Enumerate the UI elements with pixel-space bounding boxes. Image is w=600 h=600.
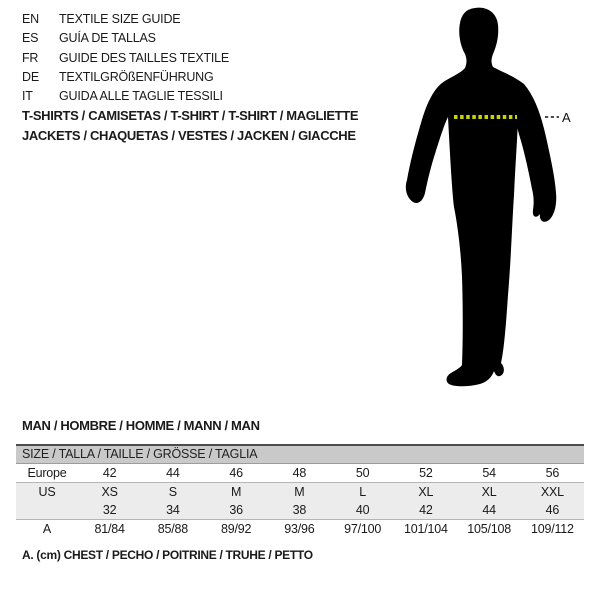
table-cell: 38 (268, 501, 331, 520)
size-table-header: SIZE / TALLA / TAILLE / GRÖSSE / TAGLIA (16, 445, 584, 464)
row-label: A (16, 520, 78, 539)
table-cell: 93/96 (268, 520, 331, 539)
table-cell: 42 (394, 501, 457, 520)
category-line-tshirts: T-SHIRTS / CAMISETAS / T-SHIRT / T-SHIRT / MAGLIETTE (22, 108, 359, 123)
size-guide-figure (402, 5, 577, 397)
table-row-europe (16, 464, 584, 483)
table-row-numeric (16, 501, 584, 520)
row-label: Europe (16, 464, 78, 483)
measure-label: A (562, 110, 571, 125)
table-cell: L (331, 483, 394, 502)
man-silhouette-icon (406, 8, 556, 387)
table-cell: 50 (331, 464, 394, 483)
row-label (16, 501, 78, 520)
table-cell: 56 (521, 464, 584, 483)
table-cell: 42 (78, 464, 141, 483)
table-cell: XL (394, 483, 457, 502)
size-table (16, 444, 584, 538)
table-cell: M (205, 483, 268, 502)
language-code: DE (22, 69, 39, 84)
table-cell: 34 (141, 501, 204, 520)
table-cell: 85/88 (141, 520, 204, 539)
table-cell: 97/100 (331, 520, 394, 539)
language-label: GUIDE DES TAILLES TEXTILE (59, 50, 230, 65)
table-cell: 32 (78, 501, 141, 520)
table-cell: XS (78, 483, 141, 502)
language-row (22, 87, 229, 106)
row-label: US (16, 483, 78, 502)
table-cell: 101/104 (394, 520, 457, 539)
table-cell: 48 (268, 464, 331, 483)
language-label: TEXTILE SIZE GUIDE (59, 12, 181, 26)
table-cell: 54 (458, 464, 521, 483)
table-row-chest-cm (16, 520, 584, 539)
language-row (22, 10, 229, 29)
table-cell: 52 (394, 464, 457, 483)
table-cell: 109/112 (521, 520, 584, 539)
language-label: GUIDA ALLE TAGLIE TESSILI (59, 89, 223, 104)
table-cell: 40 (331, 501, 394, 520)
table-cell: 46 (205, 464, 268, 483)
table-cell: 44 (141, 464, 204, 483)
table-cell: S (141, 483, 204, 502)
category-line-jackets: JACKETS / CHAQUETAS / VESTES / JACKEN / GIACCHE (22, 128, 356, 143)
table-row-us (16, 483, 584, 502)
measurement-footnote: A. (cm) CHEST / PECHO / POITRINE / TRUHE / PETTO (22, 548, 313, 562)
table-cell: 46 (521, 501, 584, 520)
table-cell: M (268, 483, 331, 502)
table-cell: 105/108 (458, 520, 521, 539)
table-cell: XL (458, 483, 521, 502)
language-code: IT (22, 89, 33, 104)
language-code: ES (22, 31, 39, 46)
section-title-man: MAN / HOMBRE / HOMME / MANN / MAN (22, 418, 260, 433)
language-code: EN (22, 12, 39, 26)
table-cell: 44 (458, 501, 521, 520)
table-cell: 36 (205, 501, 268, 520)
table-cell: 81/84 (78, 520, 141, 539)
language-row (22, 49, 229, 68)
language-list (22, 10, 229, 106)
language-row (22, 68, 229, 87)
table-cell: XXL (521, 483, 584, 502)
language-label: GUÍA DE TALLAS (59, 31, 156, 46)
size-table-header-row (16, 445, 584, 464)
language-code: FR (22, 50, 39, 65)
language-label: TEXTILGRÖßENFÜHRUNG (59, 69, 214, 84)
table-cell: 89/92 (205, 520, 268, 539)
language-row (22, 29, 229, 48)
category-titles (22, 106, 358, 146)
